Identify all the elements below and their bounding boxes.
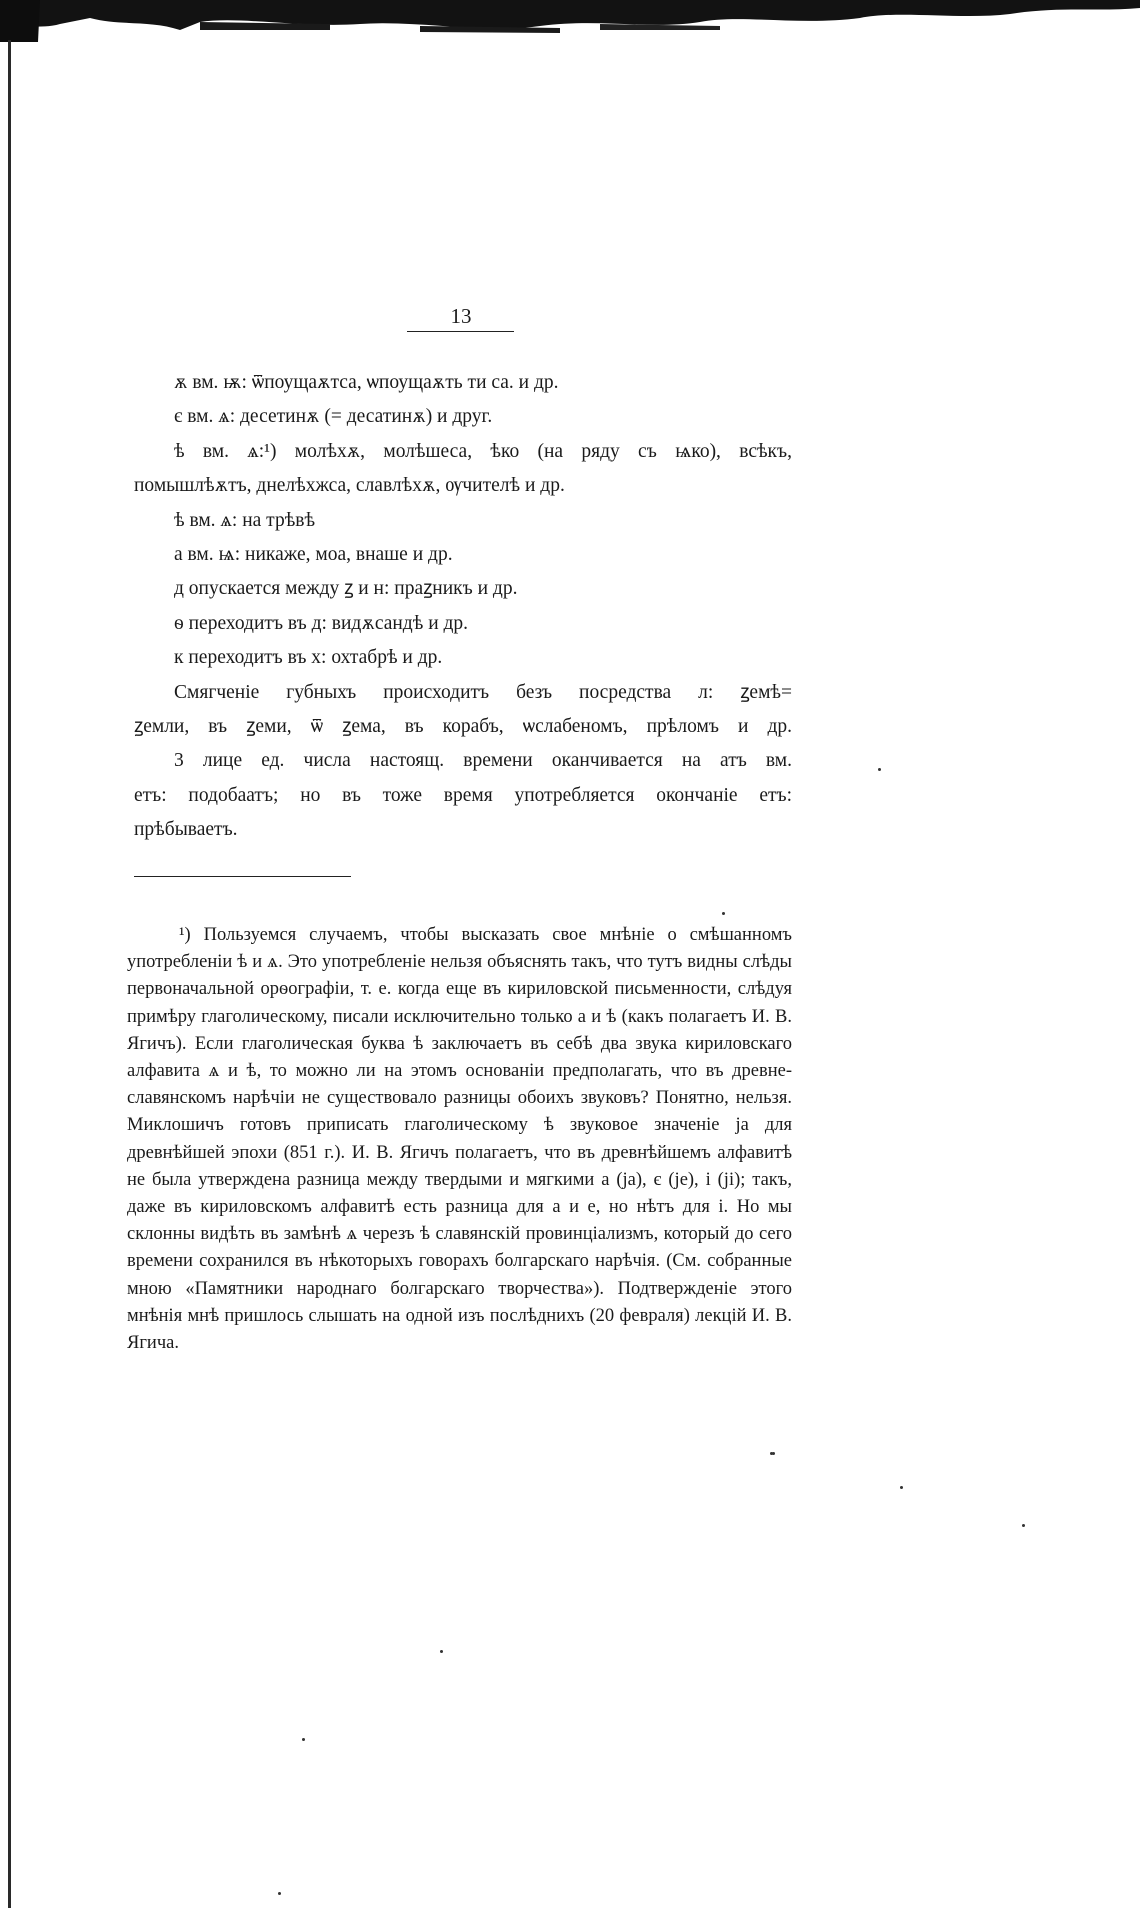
text-line: д опускается между ꙁ и н: праꙁникъ и др. [174, 578, 518, 600]
text-line: ѣ вм. ѧ: на трѣвѣ [174, 509, 316, 531]
text-line: ꙁемли, въ ꙁеми, ѿ ꙁема, въ корабъ, ѡслабеномъ, прѣломъ и др. [134, 716, 792, 738]
scan-speck [770, 1452, 773, 1455]
page-number: 13 [450, 304, 472, 328]
scan-speck [722, 912, 725, 915]
text-line: 3 лице ед. числа настоящ. времени оканчивается на атъ вм. [174, 750, 792, 772]
footnote-text: Пользуемся случаемъ, чтобы высказать свое мнѣніе о смѣшанномъ употребленіи ѣ и ѧ. Это употребленіе нельзя объяснять такъ, что тутъ видны слѣды первоначальной орѳографіи, т. е. когда еще въ кириловской письменности, слѣдуя примѣру глаголическому, писали исключительно только а и ѣ (какъ полагаетъ И. В. Ягичъ). Если глаголическая буква ѣ заключаетъ въ себѣ два звука кириловскаго алфавита ѧ и ѣ, то можно ли на этомъ основаніи предполагать, что въ древне-славянскомъ нарѣчіи не существовало разницы обоихъ звуковъ? Понятно, нельзя. Миклошичъ готовъ приписать глаголическому ѣ звуковое значеніе ja для древнѣйшей эпохи (851 г.). И. В. Ягичъ полагаетъ, что въ древнѣйшемъ алфавитѣ не была утверждена разница между твердыми и мягкими а (ja), є (je), і (ji); такъ, даже въ кириловскомъ алфавитѣ есть разница для а и е, но нѣтъ для і. Но мы склонны видѣть въ замѣнѣ ѧ черезъ ѣ славянскій провинціализмъ, который до сего времени сохранился въ нѣкоторыхъ говорахъ болгарскаго нарѣчія. (См. собранные мною «Памятники народнаго болгарскаго творчества»). Подтвержденіе этого мнѣнія мнѣ пришлось слышать на одной изъ послѣднихъ (20 февраля) лекцій И. В. Ягича. [127, 925, 792, 1354]
text-line: є вм. ѧ: десетинѫ (= десатинѫ) и друг. [174, 406, 493, 428]
scan-speck [900, 1486, 903, 1489]
footnote-marker: ¹) [179, 925, 191, 945]
text-line: ѣ вм. ѧ:¹) молѣхѫ, молѣшеса, ѣко (на ряду съ ѩко), всѣкъ, [174, 440, 792, 462]
footnote [127, 922, 792, 1357]
text-line: ѫ вм. ѭ: ѿпоущаѫтса, ѡпоущаѫть ти са. и др. [174, 372, 559, 393]
text-line: прѣбываетъ. [134, 819, 238, 841]
scan-edge-artifact [0, 0, 1140, 42]
main-text-block [134, 366, 792, 848]
scan-speck [1022, 1524, 1025, 1527]
page-number-underline [407, 331, 514, 332]
scan-speck [278, 1892, 281, 1895]
text-line: а вм. ѩ: никаже, моа, внаше и др. [174, 544, 453, 566]
text-line: Смягченіе губныхъ происходитъ безъ посредства л: ꙁемѣ= [174, 681, 792, 703]
text-line: помышлѣѫтъ, днелѣхжса, славлѣхѫ, ѹчителѣ и др. [134, 475, 565, 497]
scan-speck [878, 768, 881, 771]
text-line: ѳ переходитъ въ д: видѫсандѣ и др. [174, 612, 469, 634]
text-line: етъ: подобаатъ; но въ тоже время употребляется окончаніе етъ: [134, 784, 792, 806]
text-line: к переходитъ въ х: охтабрѣ и др. [174, 647, 443, 669]
scan-speck [440, 1650, 443, 1653]
scan-speck [302, 1738, 305, 1741]
footnote-separator [134, 876, 351, 877]
